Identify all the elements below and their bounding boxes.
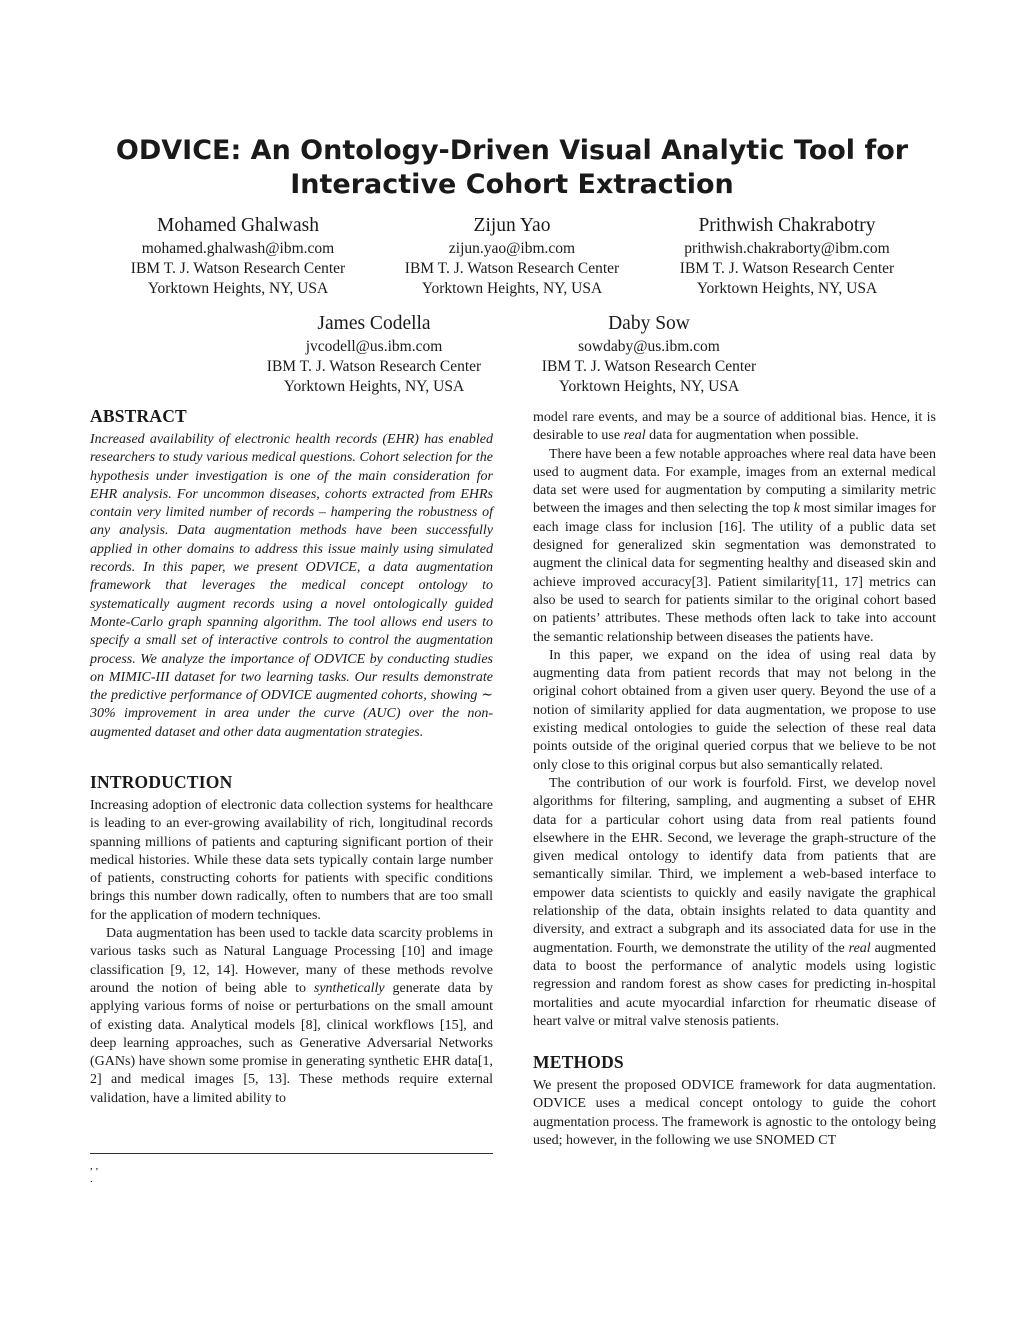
author-email: prithwish.chakraborty@ibm.com (684, 240, 890, 257)
author-email: zijun.yao@ibm.com (448, 240, 576, 257)
author-location: Yorktown Heights, NY, USA (147, 280, 329, 297)
author-affiliation: IBM T. J. Watson Research Center (130, 260, 346, 277)
author-block-2 (364, 213, 660, 299)
author-name: James Codella (317, 313, 431, 334)
author-affiliation: IBM T. J. Watson Research Center (679, 260, 895, 277)
footnote-rule (90, 1153, 493, 1154)
footnote-line-1: , , (90, 1160, 99, 1172)
paper-title: ODVICE: An Ontology-Driven Visual Analytic Tool for Interactive Cohort Extraction (115, 135, 909, 200)
introduction-section (90, 771, 493, 1108)
author-email: jvcodell@us.ibm.com (305, 338, 443, 355)
author-block-4 (226, 311, 522, 397)
author-affiliation: IBM T. J. Watson Research Center (266, 358, 482, 375)
author-block-1 (90, 213, 386, 299)
author-location: Yorktown Heights, NY, USA (283, 378, 465, 395)
intro-paragraph-2: Data augmentation has been used to tackle data scarcity problems in various tasks such as Natural Language Processing [10] and image classification [9, 12, 14]. However, many of these methods revolve around the notion of being able to synthetically generate data by applying various forms of noise or perturbations on the small amount of existing data. Analytical models [8], clinical workflows [15], and deep learning approaches, such as Generative Adversarial Networks (GANs) have shown some promise in generating synthetic EHR data[1, 2] and medical images [5, 13]. These methods require external validation, have a limited ability to (90, 926, 493, 1106)
methods-paragraph-1: We present the proposed ODVICE framework for data augmentation. ODVICE uses a medical concept ontology to guide the cohort augmentation process. The framework is agnostic to the ontology being used; however, in the following we use SNOMED CT (533, 1078, 936, 1148)
abstract-heading: ABSTRACT (90, 406, 187, 426)
author-block-3 (639, 213, 935, 299)
intro-paragraph-3: model rare events, and may be a source of additional bias. Hence, it is desirable to use real data for augmentation when possible. (533, 410, 936, 444)
author-block-5 (501, 311, 797, 397)
right-column (533, 409, 936, 1150)
footnote (90, 1160, 98, 1186)
introduction-heading: INTRODUCTION (90, 772, 233, 792)
methods-heading: METHODS (533, 1052, 624, 1073)
abstract-text: Increased availability of electronic health records (EHR) has enabled researchers to study various medical questions. Cohort selection for the hypothesis under investigation is one of the main consideration for EHR analysis. For uncommon diseases, cohorts extracted from EHRs contain very limited number of records – hampering the robustness of any analysis. Data augmentation methods have been successfully applied in other domains to address this issue mainly using simulated records. In this paper, we present ODVICE, a data augmentation framework that leverages the medical concept ontology to systematically augment records using a novel ontologically guided Monte-Carlo graph spanning algorithm. The tool allows end users to specify a small set of interactive controls to control the augmentation process. We analyze the importance of ODVICE by conducting studies on MIMIC-III dataset for two learning tasks. Our results demonstrate the predictive performance of ODVICE augmented cohorts, showing ∼ 30% improvement in area under the curve (AUC) over the non-augmented dataset and other data augmentation strategies. (90, 432, 493, 740)
author-location: Yorktown Heights, NY, USA (696, 280, 878, 297)
author-name: Zijun Yao (473, 215, 551, 236)
abstract-section (90, 405, 493, 742)
author-location: Yorktown Heights, NY, USA (558, 378, 740, 395)
author-affiliation: IBM T. J. Watson Research Center (541, 358, 757, 375)
author-email: mohamed.ghalwash@ibm.com (141, 240, 335, 257)
author-affiliation: IBM T. J. Watson Research Center (404, 260, 620, 277)
intro-paragraph-1: Increasing adoption of electronic data collection systems for healthcare is leading to an ever-growing availability of rich, longitudinal records spanning millions of patients and capturing significant portion of their medical histories. While these data sets typically contain large number of patients, constructing cohorts for patients with specific conditions brings this number down radically, often to numbers that are too small for the application of modern techniques. (90, 798, 493, 923)
author-email: sowdaby@us.ibm.com (578, 338, 720, 355)
intro-paragraph-4: There have been a few notable approaches where real data have been used to augment data. For example, images from an external medical data set were used for augmentation by computing a similarity metric between the images and then selecting the top k most similar images for each image class for inclusion [16]. The utility of a public data set designed for generalized skin segmentation was demonstrated to augment the clinical data for segmenting healthy and diseased skin and achieve improved accuracy[3]. Patient similarity[11, 17] metrics can also be used to search for patients similar to the original cohort based on patients’ attributes. These methods often lack to take into account the semantic relationship between diseases the patients have. (533, 446, 936, 645)
author-name: Mohamed Ghalwash (157, 215, 319, 236)
author-location: Yorktown Heights, NY, USA (421, 280, 603, 297)
author-name: Prithwish Chakrabotry (698, 215, 876, 236)
intro-paragraph-5: In this paper, we expand on the idea of using real data by augmenting data from patient records that may not belong in the original cohort obtained from a given user query. Beyond the use of a notion of similarity applied for data augmentation, we propose to use existing medical ontologies to guide the selection of these real data points outside of the original queried corpus that we believe to be not only close to this original corpus but also semantically related. (533, 647, 936, 773)
author-name: Daby Sow (608, 313, 690, 334)
intro-paragraph-6: The contribution of our work is fourfold. First, we develop novel algorithms for filtering, sampling, and augmenting a subset of EHR data for a particular cohort using data from real patients found elsewhere in the EHR. Second, we leverage the graph-structure of the given medical ontology to identify data from patients that are semantically similar. Third, we implement a web-based interface to empower data scientists to quickly and easily navigate the graphical relationship of the data, obtain insights related to data quantity and diversity, and extract a subgraph and its associated data for use in the augmentation. Fourth, we demonstrate the utility of the real augmented data to boost the performance of analytic models using logistic regression and random forest as show cases for predicting in-hospital mortalities and acute myocardial infarction for rheumatic disease of heart valve or mitral valve stenosis patients. (533, 775, 937, 1029)
footnote-line-2: . (90, 1173, 93, 1185)
